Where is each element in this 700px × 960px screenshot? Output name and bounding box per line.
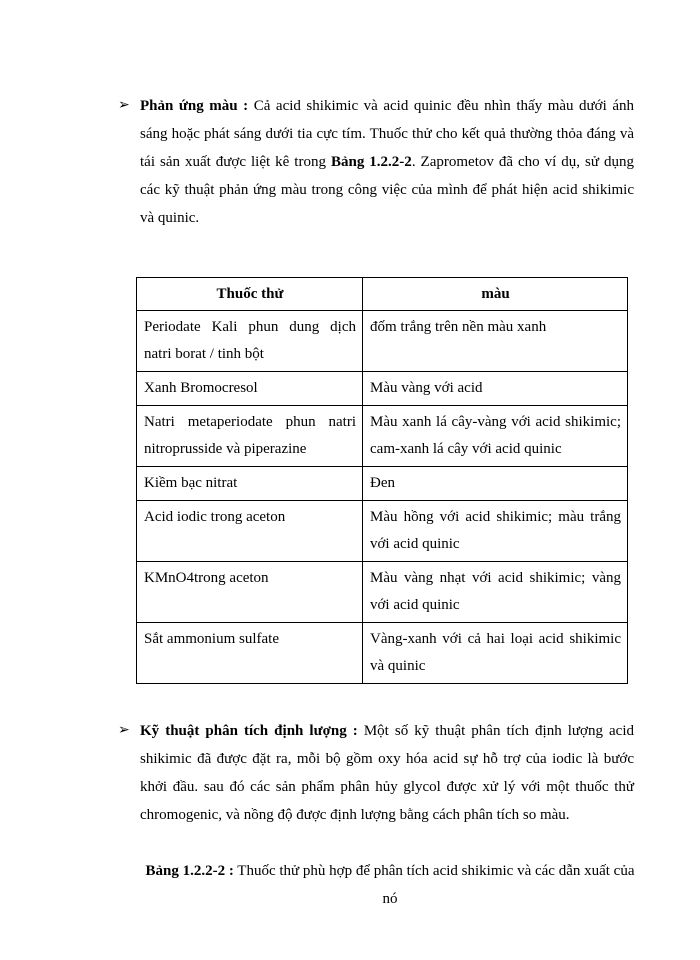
color-cell: Vàng-xanh với cả hai loại acid shikimic và quinic [363, 623, 628, 684]
table-row [137, 501, 628, 562]
color-cell: đốm trắng trên nền màu xanh [363, 311, 628, 372]
quantitative-analysis-paragraph [118, 717, 634, 829]
reagent-cell: Acid iodic trong aceton [137, 501, 363, 562]
reagent-cell: Kiềm bạc nitrat [137, 467, 363, 501]
header-reagent: Thuốc thử [137, 278, 363, 311]
color-cell: Màu vàng nhạt với acid shikimic; vàng với acid quinic [363, 562, 628, 623]
color-reaction-paragraph [118, 92, 635, 232]
reagent-cell: Xanh Bromocresol [137, 372, 363, 406]
color-cell: Màu vàng với acid [363, 372, 628, 406]
table-row [137, 467, 628, 501]
caption-label: Bảng 1.2.2-2 : [145, 863, 234, 879]
reagent-cell: Periodate Kali phun dung dịch natri borat / tinh bột [137, 311, 363, 372]
quantitative-analysis-text: Kỹ thuật phân tích định lượng : Một số kỹ thuật phân tích định lượng acid shikimic đã được đặt ra, mỗi bộ gồm oxy hóa acid sự hỗ trợ của iodic là bước khởi đầu. sau đó các sản phẩm phân hủy glycol được xử lý với một thuốc thử chromogenic, và nồng độ được định lượng bằng cách phân tích so màu. [140, 723, 634, 823]
table-header-row [137, 278, 628, 311]
caption-text: Thuốc thử phù hợp để phân tích acid shikimic và các dẫn xuất của nó [233, 863, 635, 907]
table-row [137, 623, 628, 684]
table-row [137, 311, 628, 372]
table-row [137, 372, 628, 406]
table-row [137, 562, 628, 623]
table-caption [140, 857, 640, 913]
table-reference: Bảng 1.2.2-2 [330, 154, 412, 170]
quantitative-analysis-heading: Kỹ thuật phân tích định lượng : [140, 723, 358, 739]
color-cell: Màu hồng với acid shikimic; màu trắng với acid quinic [363, 501, 628, 562]
header-color: màu [363, 278, 628, 311]
reagent-cell: KMnO4trong aceton [137, 562, 363, 623]
color-cell: Màu xanh lá cây-vàng với acid shikimic; cam-xanh lá cây với acid quinic [363, 406, 628, 467]
arrow-bullet-icon: ➢ [118, 723, 130, 738]
arrow-bullet-icon: ➢ [118, 98, 130, 113]
reagent-cell: Sắt ammonium sulfate [137, 623, 363, 684]
table-row [137, 406, 628, 467]
reagent-cell: Natri metaperiodate phun natri nitroprusside và piperazine [137, 406, 363, 467]
color-reaction-text: Phản ứng màu : Cả acid shikimic và acid quinic đều nhìn thấy màu dưới ánh sáng hoặc phát sáng dưới tia cực tím. Thuốc thử cho kết quả thường thỏa đáng và tái sản xuất được liệt kê trong Bảng 1.2.2-2. Zaprometov đã cho ví dụ, sử dụng các kỹ thuật phản ứng màu trong công việc của mình để phát hiện acid shikimic và quinic. [140, 98, 635, 226]
color-reaction-heading: Phản ứng màu : [140, 98, 249, 114]
color-cell: Đen [363, 467, 628, 501]
reagent-color-table [136, 277, 628, 684]
